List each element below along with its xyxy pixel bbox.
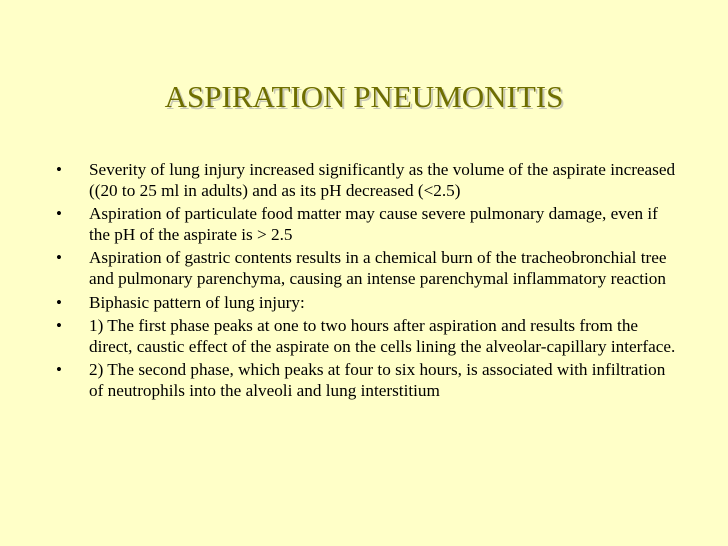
bullet-item [56, 204, 676, 245]
bullet-icon: • [56, 204, 62, 224]
bullet-text: Aspiration of gastric contents results in a chemical burn of the tracheobronchial tree and pulmonary parenchyma, causing an intense parenchymal inflammatory reaction [89, 248, 667, 288]
bullet-item [56, 160, 676, 201]
bullet-item [56, 360, 676, 401]
bullet-icon: • [56, 160, 62, 179]
bullet-text: Aspiration of particulate food matter may cause severe pulmonary damage, even if the pH of the aspirate is > 2.5 [89, 204, 658, 244]
bullet-text: Severity of lung injury increased significantly as the volume of the aspirate increased ((20 to 25 ml in adults) and as its pH decreased (<2.5) [89, 160, 676, 200]
bullet-item [56, 293, 676, 314]
bullet-icon: • [56, 360, 62, 380]
bullet-item [56, 316, 676, 357]
bullet-icon: • [56, 292, 62, 312]
bullet-text: 2) The second phase, which peaks at four to six hours, is associated with infiltration of neutrophils into the alveoli and lung interstitium [89, 360, 666, 400]
bullet-icon: • [56, 248, 62, 268]
bullet-text: Biphasic pattern of lung injury: [89, 292, 305, 312]
bullet-list [56, 160, 676, 405]
slide-title: ASPIRATION PNEUMONITIS [164, 79, 564, 114]
bullet-icon: • [56, 316, 62, 336]
bullet-text: 1) The first phase peaks at one to two hours after aspiration and results from the direct, caustic effect of the aspirate on the cells lining the alveolar-capillary interface. [89, 316, 676, 356]
bullet-item [56, 248, 676, 289]
